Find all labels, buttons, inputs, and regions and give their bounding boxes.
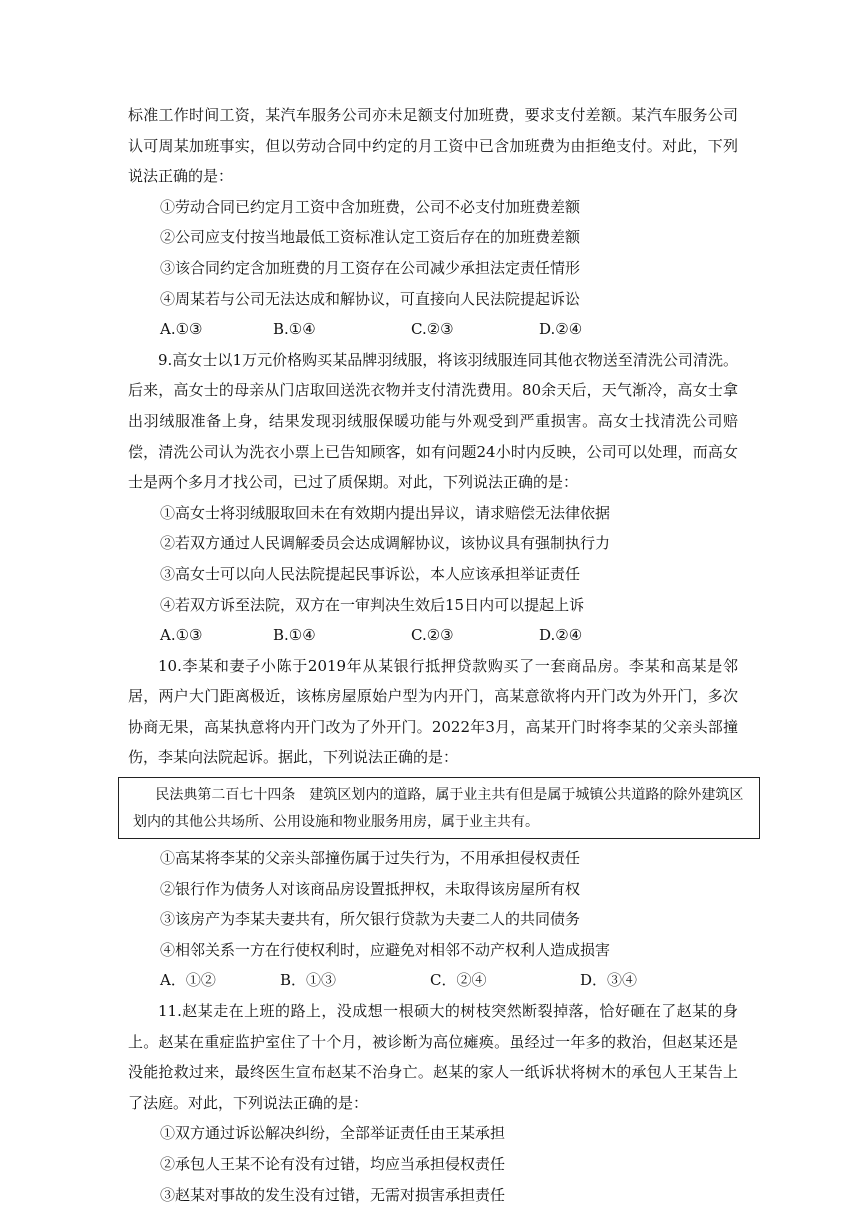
- q9-option-1: ①高女士将羽绒服取回未在有效期内提出异议，请求赔偿无法律依据: [160, 503, 611, 522]
- q10-stem: 10.李某和妻子小陈于2019年从某银行抵押贷款购买了一套商品房。李某和高某是邻居，两户大门距离极近，该栋房屋原始户型为内开门，高某意欲将内开门改为外开门，多次协商无果，高某执意将内开门改为了外开门。2022年3月，高某开门时将李某的父亲头部撞伤，李某向法院起诉。据此，下列说法正确的是：: [128, 656, 738, 767]
- q9-choice-a: A.①③: [160, 626, 203, 645]
- q9-option-4: ④若双方诉至法院，双方在一审判决生效后15日内可以提起上诉: [160, 595, 585, 614]
- q8-stem: 标准工作时间工资，某汽车服务公司亦未足额支付加班费，要求支付差额。某汽车服务公司认可周某加班事实，但以劳动合同中约定的月工资中已含加班费为由拒绝支付。对此，下列说法正确的是：: [128, 106, 738, 186]
- q11-stem: 11.赵某走在上班的路上，没成想一根硕大的树枝突然断裂掉落，恰好砸在了赵某的身上。赵某在重症监护室住了十个月，被诊断为高位瘫痪。虽经过一年多的救治，但赵某还是没能抢救过来，最终医生宣布赵某不治身亡。赵某的家人一纸诉状将树木的承包人王某告上了法庭。对此，下列说法正确的是：: [128, 1002, 738, 1112]
- q9-stem: 9.高女士以1万元价格购买某品牌羽绒服，将该羽绒服连同其他衣物送至清洗公司清洗。后来，高女士的母亲从门店取回送洗衣物并支付清洗费用。80余天后，天气渐冷，高女士拿出羽绒服准备上身，结果发现羽绒服保暖功能与外观受到严重损害。高女士找清洗公司赔偿，清洗公司认为洗衣小票上已告知顾客，如有问题24小时内反映，公司可以处理，而高女士是两个多月才找公司，已过了质保期。对此，下列说法正确的是：: [128, 350, 738, 492]
- q10-option-2: ②银行作为债务人对该商品房设置抵押权，未取得该房屋所有权: [160, 879, 581, 898]
- q9-choice-d: D.②④: [539, 626, 583, 645]
- q10-choice-c: C．②④: [430, 971, 487, 990]
- q10-option-3: ③该房产为李某夫妻共有，所欠银行贷款为夫妻二人的共同债务: [160, 910, 581, 929]
- q11-option-3: ③赵某对事故的发生没有过错，无需对损害承担责任: [160, 1185, 506, 1204]
- q8-choices: [128, 314, 738, 345]
- q8-option-3: ③该合同约定含加班费的月工资存在公司减少承担法定责任情形: [160, 258, 581, 277]
- q8-choice-b: B.①④: [273, 320, 316, 339]
- q10-choices: [128, 965, 738, 996]
- q9-option-2: ②若双方通过人民调解委员会达成调解协议，该协议具有强制执行力: [160, 534, 611, 553]
- q10-choice-b: B．①③: [280, 971, 337, 990]
- q9-choice-b: B.①④: [273, 626, 316, 645]
- q10-choice-a: A．①②: [160, 971, 216, 990]
- q10-option-4: ④相邻关系一方在行使权利时，应避免对相邻不动产权利人造成损害: [160, 940, 611, 959]
- page-content: [128, 100, 744, 1210]
- law-quote-box: 民法典第二百七十四条 建筑区划内的道路，属于业主共有但是属于城镇公共道路的除外建筑区划内的其他公共场所、公用设施和物业服务用房，属于业主共有。: [118, 777, 760, 839]
- q8-choice-a: A.①③: [160, 320, 203, 339]
- q9-choices: [128, 620, 738, 651]
- q8-choice-c: C.②③: [411, 320, 454, 339]
- q8-option-2: ②公司应支付按当地最低工资标准认定工资后存在的加班费差额: [160, 228, 581, 247]
- q8-option-1: ①劳动合同已约定月工资中含加班费，公司不必支付加班费差额: [160, 197, 581, 216]
- q8-choice-d: D.②④: [539, 320, 583, 339]
- q11-option-1: ①双方通过诉讼解决纠纷，全部举证责任由王某承担: [160, 1124, 506, 1143]
- q9-option-3: ③高女士可以向人民法院提起民事诉讼，本人应该承担举证责任: [160, 564, 581, 583]
- q10-choice-d: D．③④: [580, 971, 638, 990]
- q8-option-4: ④周某若与公司无法达成和解协议，可直接向人民法院提起诉讼: [160, 289, 581, 308]
- q10-option-1: ①高某将李某的父亲头部撞伤属于过失行为，不用承担侵权责任: [160, 849, 581, 868]
- q11-option-2: ②承包人王某不论有没有过错，均应当承担侵权责任: [160, 1155, 506, 1173]
- q9-choice-c: C.②③: [411, 626, 454, 645]
